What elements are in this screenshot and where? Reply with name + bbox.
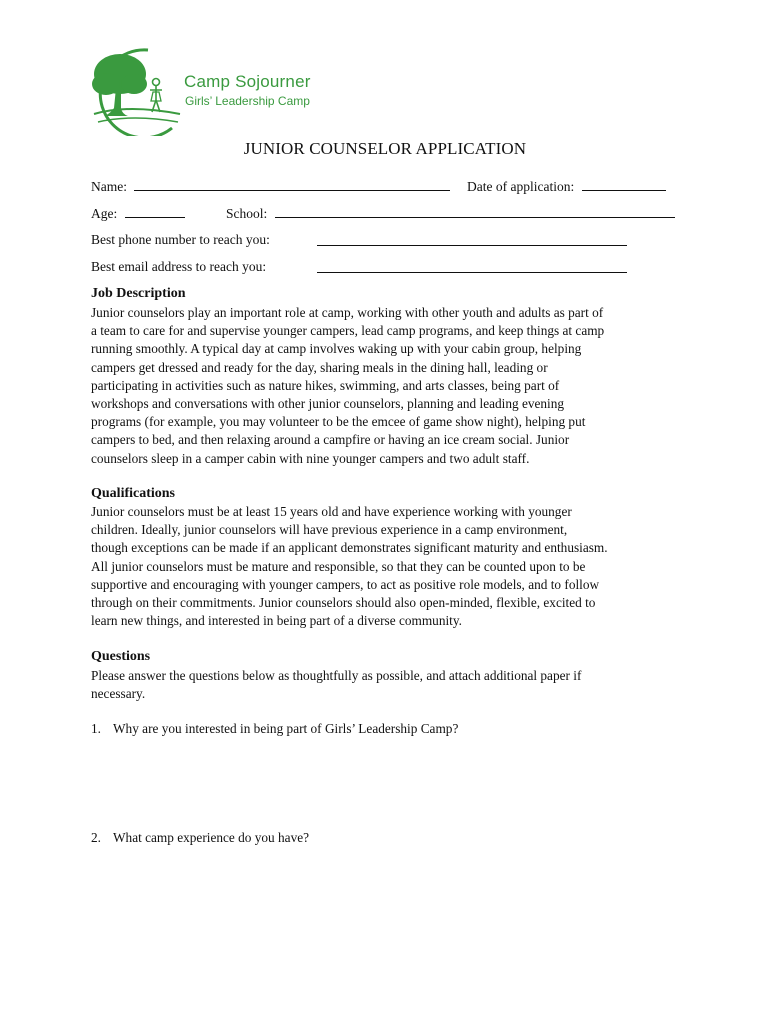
logo-tagline: Girls’ Leadership Camp [185, 94, 310, 108]
date-label: Date of application: [467, 179, 575, 194]
email-row [91, 259, 266, 275]
name-row [91, 178, 450, 195]
email-field[interactable] [317, 260, 627, 273]
age-label: Age: [91, 206, 118, 221]
question-number: 1. [91, 721, 101, 736]
job-description-heading: Job Description [91, 286, 186, 301]
phone-field[interactable] [317, 233, 627, 246]
question-number: 2. [91, 830, 101, 845]
camp-logo [88, 44, 328, 136]
date-row [467, 178, 666, 195]
logo-camp-name: Camp Sojourner [184, 72, 311, 91]
qualifications-heading: Qualifications [91, 486, 176, 501]
questions-heading: Questions [91, 649, 151, 664]
questions-intro: Please answer the questions below as thoughtfully as possible, and attach additional paper if necessary. [91, 668, 582, 702]
page-title: JUNIOR COUNSELOR APPLICATION [243, 139, 527, 158]
name-field[interactable] [134, 178, 450, 191]
name-label: Name: [91, 179, 127, 194]
age-field[interactable] [125, 205, 185, 218]
phone-row [91, 232, 270, 248]
age-row [91, 205, 185, 222]
qualifications-text: Junior counselors must be at least 15 years old and have experience working with younger children. Ideally, junior counselors will have previous experience in a camp environment, though exceptions can be made if an applicant demonstrates significant maturity and enthusiasm. All junior counselors must be mature and responsible, so that they can be counted upon to be supportive and encouraging with younger campers, to act as positive role models, and to follow through on their commitments. Junior counselors should also open-minded, flexible, excited to learn new things, and interested in being part of a diverse community. [91, 504, 608, 629]
school-label: School: [226, 206, 268, 221]
question-text: What camp experience do you have? [113, 830, 310, 845]
phone-label: Best phone number to reach you: [91, 232, 270, 247]
question-2 [91, 830, 309, 846]
job-description-text: Junior counselors play an important role at camp, working with other youth and adults as part of a team to care for and supervise younger campers, lead camp programs, and keep things at camp running smoothly. A typical day at camp involves waking up with your cabin group, helping campers get dressed and ready for the day, sharing meals in the dining hall, leading or participating in activities such as nature hikes, swimming, and arts classes, being part of workshops and conversations with other junior counselors, planning and leading evening programs (for example, you may volunteer to be the emcee of game show night), helping put campers to bed, and then relaxing around a campfire or having an ice cream social. Junior counselors sleep in a camper cabin with nine younger campers and two adult staff. [91, 305, 605, 466]
school-field[interactable] [275, 205, 675, 218]
email-label: Best email address to reach you: [91, 259, 267, 274]
date-field[interactable] [582, 178, 666, 191]
school-row [226, 205, 675, 222]
question-text: Why are you interested in being part of Girls’ Leadership Camp? [113, 721, 459, 736]
question-1 [91, 721, 458, 737]
tree-girl-icon [88, 44, 188, 136]
